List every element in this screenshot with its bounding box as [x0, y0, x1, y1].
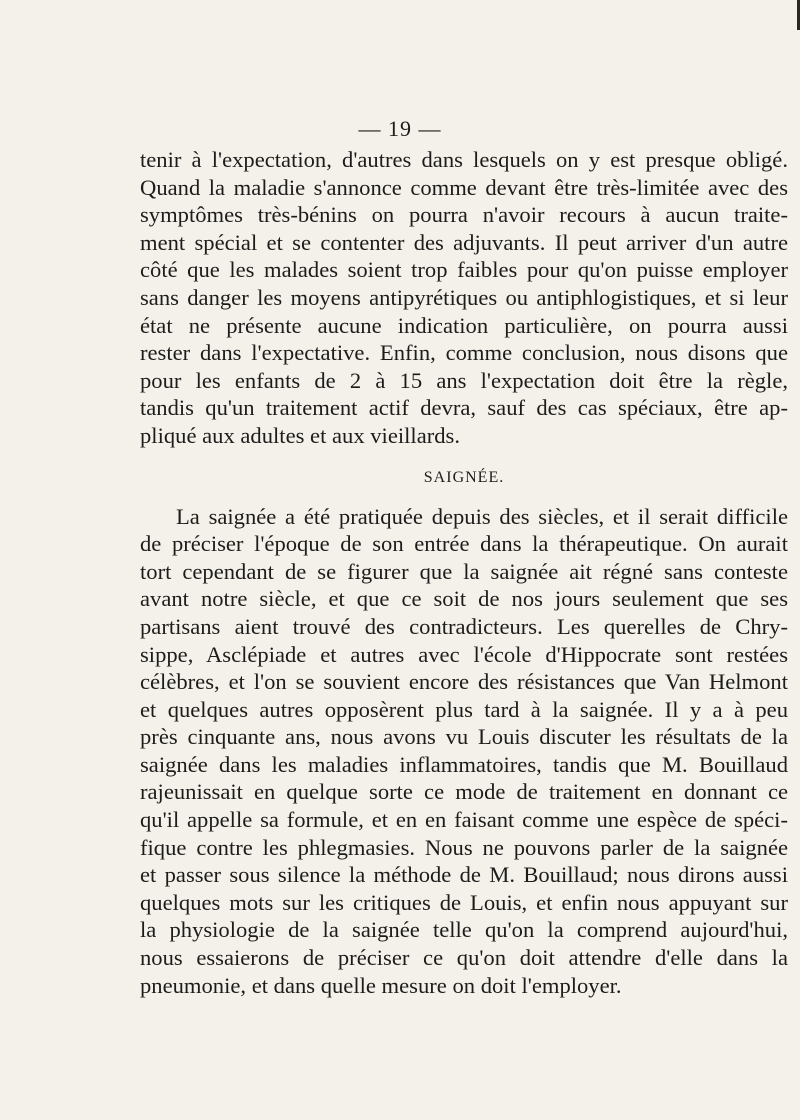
text-line: tort cependant de se figurer que la saignée ait régné sans conteste	[140, 558, 788, 584]
text-line: pour les enfants de 2 à 15 ans l'expectation doit être la règle,	[140, 367, 788, 393]
text-line: Quand la maladie s'annonce comme devant être très-limitée avec des	[140, 174, 788, 200]
text-line: côté que les malades soient trop faibles pour qu'on puisse employer	[140, 257, 788, 283]
text-line: tenir à l'expectation, d'autres dans lesquels on y est presque obligé.	[140, 147, 788, 172]
text-line: état ne présente aucune indication particulière, on pourra aussi	[140, 312, 788, 338]
text-line: saignée dans les maladies inflammatoires, tandis que M. Bouillaud	[140, 751, 788, 777]
section-heading: SAIGNÉE.	[423, 468, 505, 486]
text-line: qu'il appelle sa formule, et en en faisant comme une espèce de spéci-	[140, 807, 788, 833]
text-line: quelques mots sur les critiques de Louis, et enfin nous appuyant sur	[140, 889, 788, 915]
text-line: partisans aient trouvé des contradicteurs. Les querelles de Chry-	[140, 613, 788, 639]
text-line: avant notre siècle, et que ce soit de nos jours seulement que ses	[140, 586, 788, 612]
text-line: de préciser l'époque de son entrée dans la thérapeutique. On aurait	[140, 531, 788, 557]
text-line: sans danger les moyens antipyrétiques ou antiphlogistiques, et si leur	[140, 284, 788, 310]
paragraph-expectation	[140, 146, 788, 450]
text-line: La saignée a été pratiquée depuis des siècles, et il serait difficile	[176, 503, 788, 529]
text-line: sippe, Asclépiade et autres avec l'école d'Hippocrate sont restées	[140, 641, 788, 667]
text-line: la physiologie de la saignée telle qu'on la comprend aujourd'hui,	[140, 917, 788, 943]
text-line: tandis qu'un traitement actif devra, sauf des cas spéciaux, être ap-	[140, 395, 788, 421]
text-line: ment spécial et se contenter des adjuvants. Il peut arriver d'un autre	[140, 229, 788, 255]
text-line: fique contre les phlegmasies. Nous ne pouvons parler de la saignée	[140, 834, 788, 860]
text-line: et passer sous silence la méthode de M. Bouillaud; nous dirons aussi	[140, 862, 788, 888]
paragraph-saignee	[140, 503, 788, 1000]
text-line: rester dans l'expectative. Enfin, comme conclusion, nous disons que	[140, 340, 788, 366]
text-line: près cinquante ans, nous avons vu Louis discuter les résultats de la	[140, 724, 788, 750]
text-line: pliqué aux adultes et aux vieillards.	[140, 422, 460, 448]
text-line: célèbres, et l'on se souvient encore des résistances que Van Helmont	[140, 669, 788, 695]
text-line: rajeunissait en quelque sorte ce mode de traitement en donnant ce	[140, 779, 788, 805]
text-line: symptômes très-bénins on pourra n'avoir recours à aucun traite-	[140, 202, 788, 228]
text-line: et quelques autres opposèrent plus tard à la saignée. Il y a à peu	[140, 696, 788, 722]
page-number: — 19 —	[358, 116, 442, 141]
text-line: nous essaierons de préciser ce qu'on doit attendre d'elle dans la	[140, 945, 788, 971]
body-text	[140, 146, 788, 999]
text-line: pneumonie, et dans quelle mesure on doit l'employer.	[140, 972, 622, 998]
